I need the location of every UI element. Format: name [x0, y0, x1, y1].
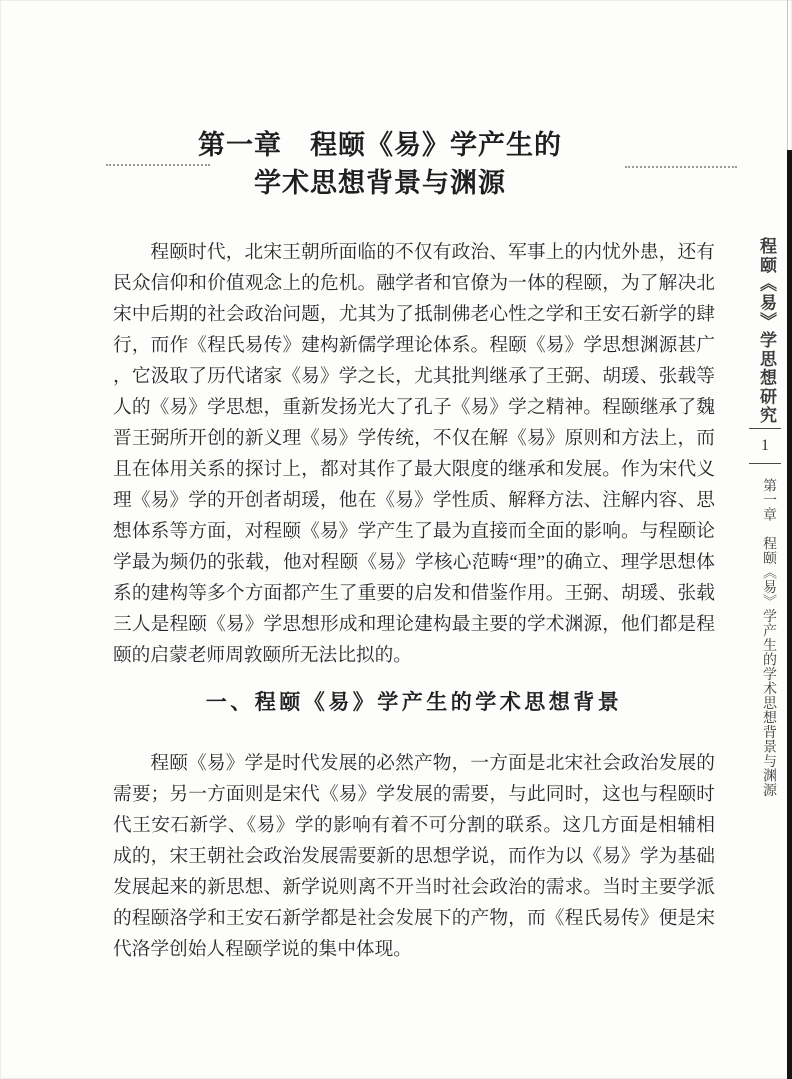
margin-book-title: 程颐《易》学思想研究 — [757, 237, 776, 425]
chapter-title — [80, 126, 680, 202]
margin-rule-top — [749, 428, 781, 429]
chapter-title-line2: 学术思想背景与渊源 — [254, 168, 506, 198]
section-heading: 一、程颐《易》学产生的学术思想背景 — [205, 691, 623, 714]
margin-chapter-label: 第一章 程颐《易》学产生的学术思想背景与渊源 — [761, 478, 776, 797]
scan-edge-hairline — [787, 0, 788, 150]
chapter-title-line1: 第一章 程颐《易》学产生的 — [198, 130, 562, 160]
margin-page-number: 1 — [761, 437, 769, 454]
binding-edge-strip — [787, 150, 792, 1079]
paragraph-section-one: 程颐《易》学是时代发展的必然产物，一方面是北宋社会政治发展的需要；另一方面则是宋代《易》学发展的需要，与此同时，这也与程颐时代王安石新学、《易》学的影响有着不可分割的联系。这几方面是相辅相成的，宋王朝社会政治发展需要新的思想学说，而作为以《易》学为基础发展起来的新思想、新学说则离不开当时社会政治的需求。当时主要学派的程颐洛学和王安石新学都是社会发展下的产物，而《程氏易传》便是宋代洛学创始人程颐学说的集中体现。 — [113, 753, 715, 960]
paragraph-intro: 程颐时代，北宋王朝所面临的不仅有政治、军事上的内忧外患，还有民众信仰和价值观念上的危机。融学者和官僚为一体的程颐，为了解决北宋中后期的社会政治问题，尤其为了抵制佛老心性之学和王安石新学的肆行，而作《程氏易传》建构新儒学理论体系。程颐《易》学思想渊源甚广，它汲取了历代诸家《易》学之长，尤其批判继承了王弼、胡瑗、张载等人的《易》学思想，重新发扬光大了孔子《易》学之精神。程颐继承了魏晋王弼所开创的新义理《易》学传统，不仅在解《易》原则和方法上，而且在体用关系的探讨上，都对其作了最大限度的继承和发展。作为宋代义理《易》学的开创者胡瑗，他在《易》学性质、解释方法、注解内容、思想体系等方面，对程颐《易》学产生了最为直接而全面的影响。与程颐论学最为频仍的张载，他对程颐《易》学核心范畴“理”的确立、理学思想体系的建构等多个方面都产生了重要的启发和借鉴作用。王弼、胡瑗、张载三人是程颐《易》学思想形成和理论建构最主要的学术渊源，他们都是程颐的启蒙老师周敦颐所无法比拟的。 — [113, 242, 715, 666]
margin-rule-bottom — [749, 463, 781, 464]
